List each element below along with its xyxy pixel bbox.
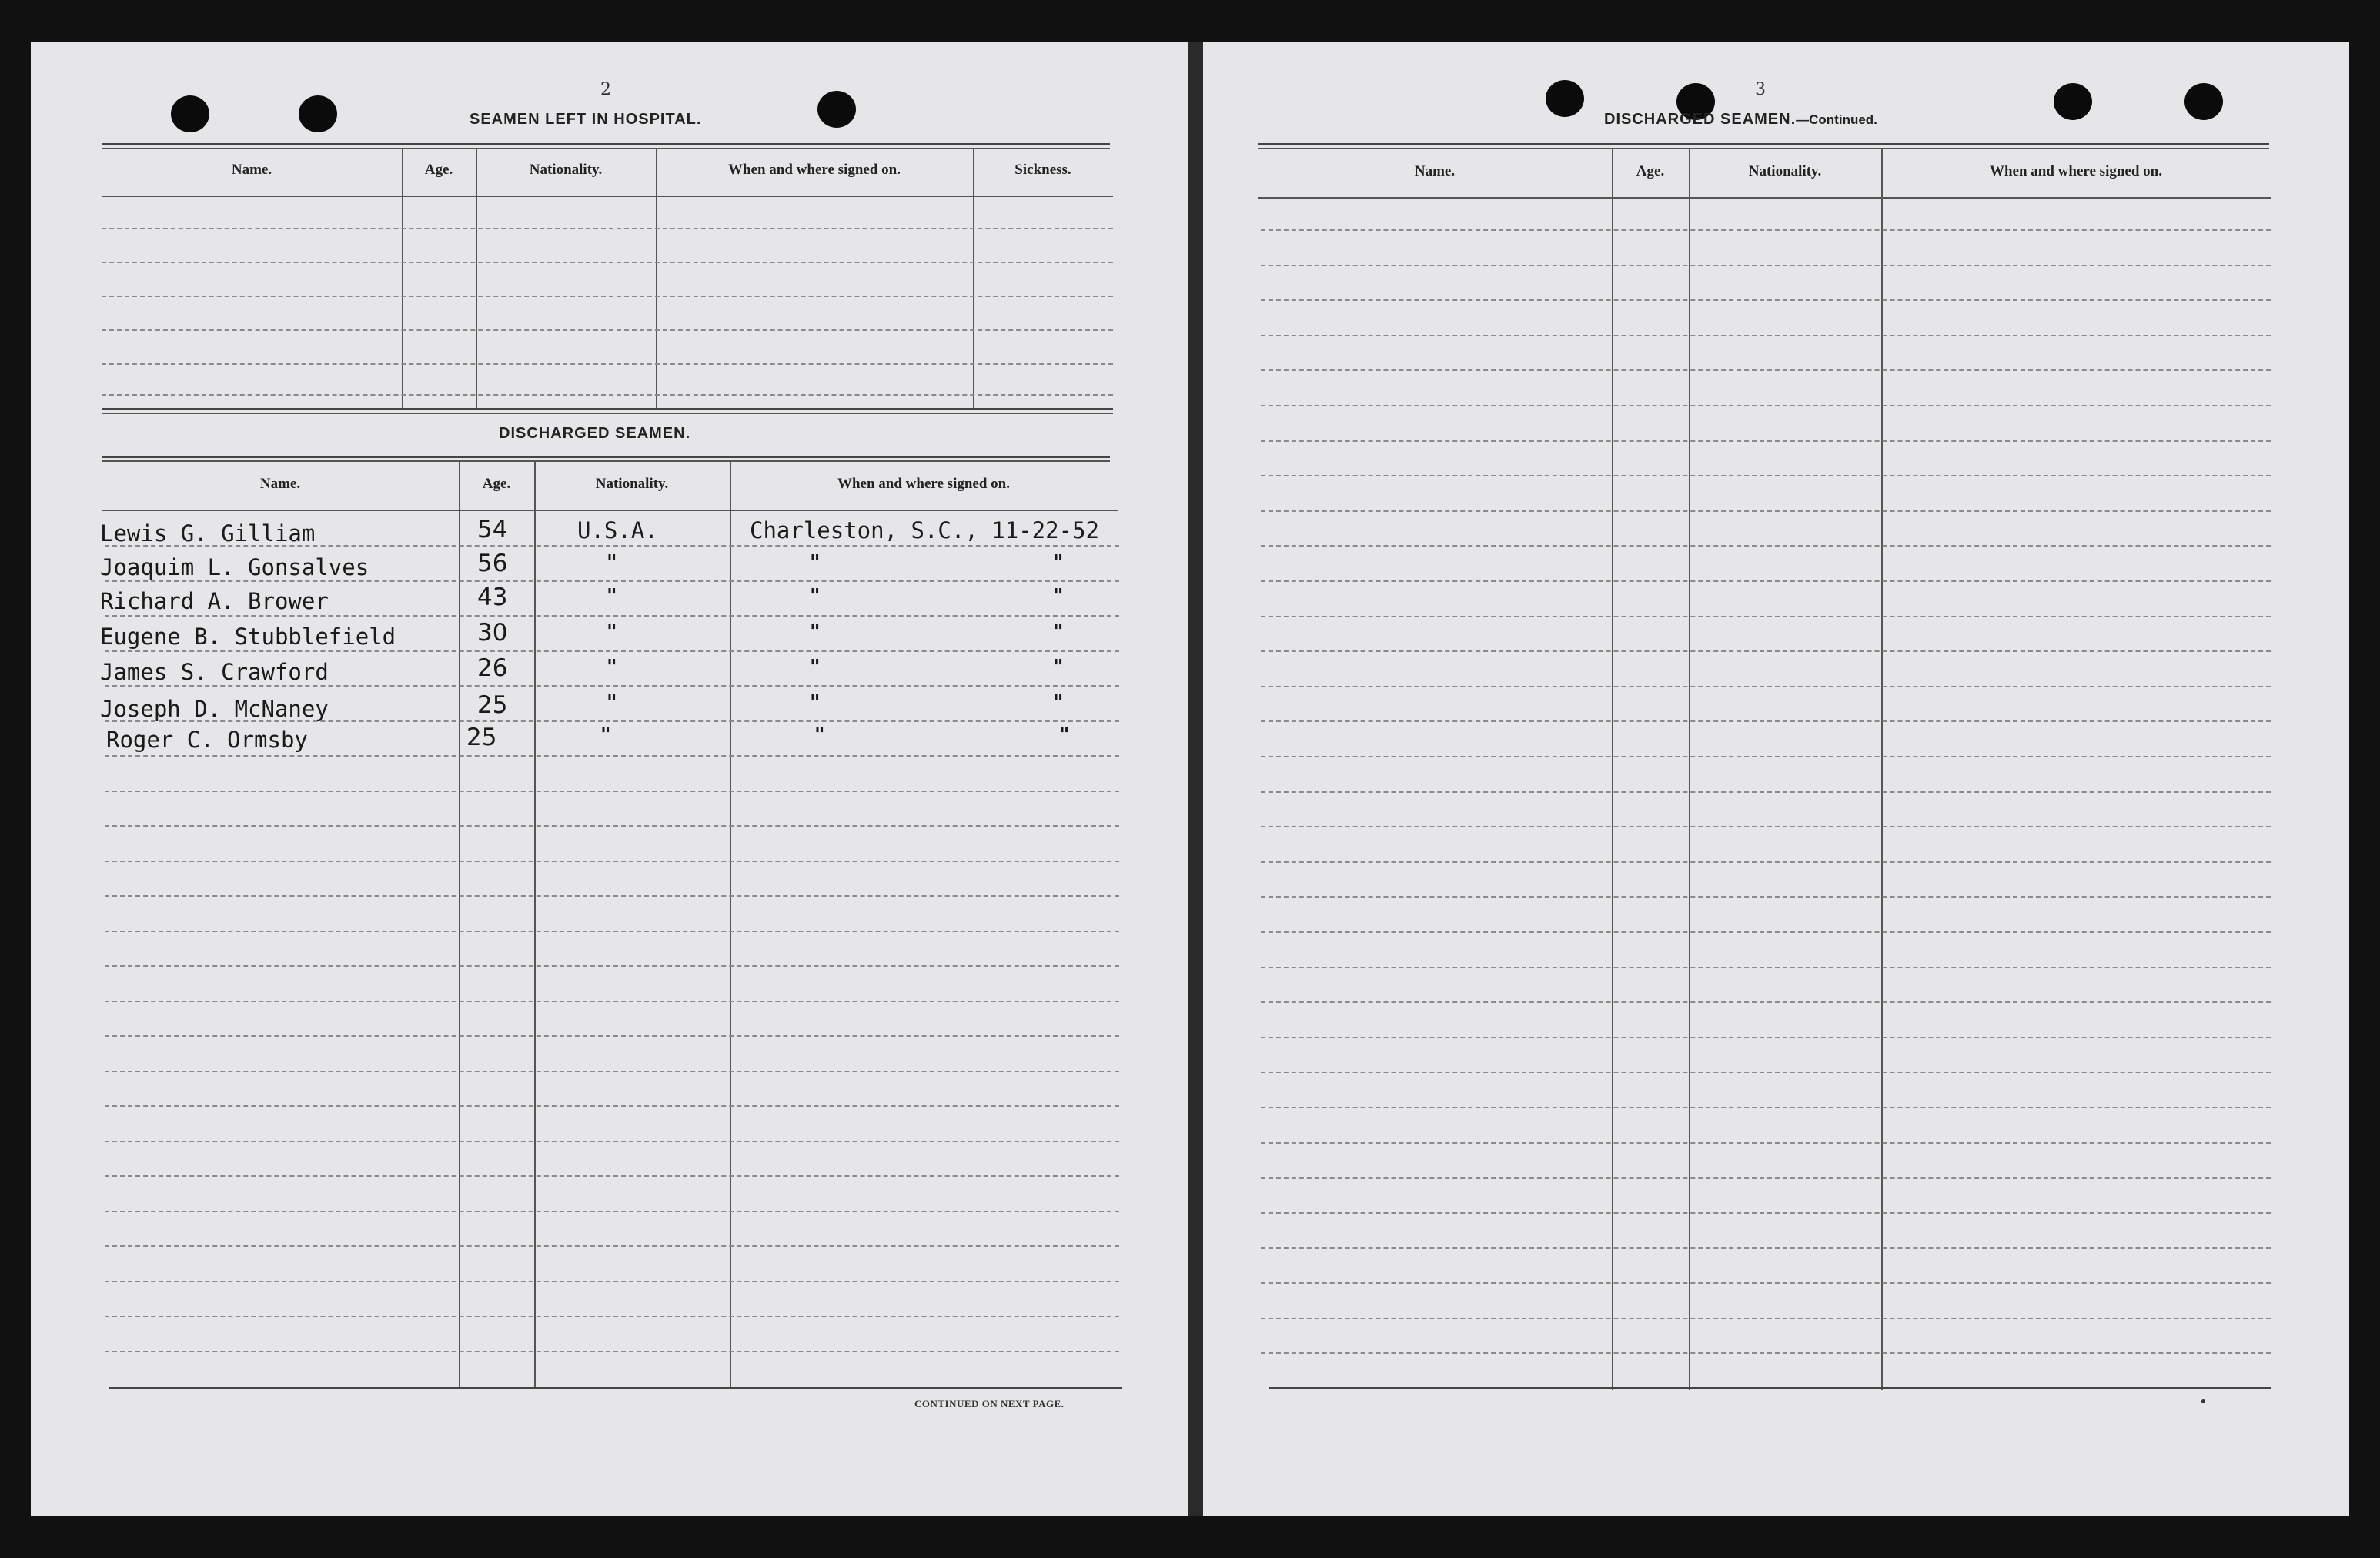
title-text: DISCHARGED SEAMEN. — [1604, 111, 1797, 128]
ruled-line — [1261, 931, 2271, 933]
ruled-line — [105, 1281, 1119, 1282]
ruled-line — [1261, 720, 2271, 722]
divider — [102, 196, 1113, 197]
ditto-mark: " — [810, 656, 821, 679]
ruled-line — [1261, 1212, 2271, 1214]
ruled-line — [105, 965, 1119, 967]
ruled-line — [102, 262, 1113, 263]
divider — [102, 408, 1113, 410]
ditto-mark: " — [810, 620, 821, 644]
right-col-age: Age. — [1636, 163, 1665, 179]
seaman-name: Joseph D. McNaney — [100, 696, 329, 722]
punch-hole — [299, 95, 337, 132]
ruled-line — [1261, 861, 2271, 863]
divider — [102, 413, 1113, 414]
ditto-mark: " — [810, 691, 821, 714]
seaman-signed-on: Charleston, S.C., 11-22-52 — [750, 517, 1099, 543]
ditto-mark: " — [607, 691, 617, 714]
punch-hole — [171, 95, 209, 132]
column-rule — [656, 148, 657, 410]
ruled-line — [1261, 1352, 2271, 1354]
page-number: 2 — [600, 80, 611, 99]
right-page — [1203, 42, 2349, 1516]
ruled-line — [105, 861, 1119, 862]
seaman-age: 25 — [466, 724, 497, 751]
ruled-line — [1261, 369, 2271, 371]
ruled-line — [105, 1316, 1119, 1317]
ruled-line — [102, 329, 1113, 331]
ruled-line — [102, 363, 1113, 365]
ruled-line — [1261, 616, 2271, 617]
divider — [102, 148, 1110, 149]
ruled-line — [105, 685, 1119, 687]
ruled-line — [105, 650, 1119, 652]
seaman-name: Joaquim L. Gonsalves — [100, 554, 369, 580]
ruled-line — [1261, 475, 2271, 476]
ditto-mark: " — [600, 724, 611, 747]
divider — [102, 143, 1110, 145]
ruled-line — [105, 1035, 1119, 1037]
binding-gutter — [1188, 42, 1203, 1516]
ruled-line — [105, 1105, 1119, 1107]
ruled-line — [1261, 1107, 2271, 1108]
ruled-line — [1261, 510, 2271, 512]
hospital-col-sickness: Sickness. — [1015, 162, 1071, 178]
ruled-line — [105, 895, 1119, 897]
ruled-line — [102, 394, 1113, 396]
ruled-line — [105, 825, 1119, 827]
seaman-name: Richard A. Brower — [100, 588, 329, 614]
ink-dot — [2201, 1399, 2205, 1403]
hospital-col-signed-on: When and where signed on. — [727, 162, 901, 178]
discharged-col-signed-on: When and where signed on. — [837, 476, 1010, 492]
hospital-col-age: Age. — [424, 162, 453, 178]
ruled-line — [1261, 826, 2271, 827]
ruled-line — [1261, 335, 2271, 336]
ditto-mark: " — [1053, 585, 1064, 608]
ruled-line — [1261, 1177, 2271, 1179]
ditto-mark: " — [1053, 691, 1064, 714]
ruled-line — [1261, 1072, 2271, 1073]
hospital-section-title: SEAMEN LEFT IN HOSPITAL. — [470, 111, 702, 128]
hospital-col-name: Name. — [231, 162, 272, 178]
page-number: 3 — [1755, 80, 1766, 99]
ruled-line — [1261, 1001, 2271, 1003]
ditto-mark: " — [607, 620, 617, 644]
ruled-line — [1261, 580, 2271, 582]
ruled-line — [1261, 650, 2271, 652]
ruled-line — [1261, 791, 2271, 793]
divider — [102, 460, 1110, 462]
punch-hole — [817, 91, 856, 128]
ruled-line — [1261, 756, 2271, 757]
column-rule — [534, 460, 536, 1389]
punch-hole — [2184, 83, 2223, 120]
ruled-line — [1261, 1037, 2271, 1038]
ruled-line — [1261, 229, 2271, 231]
ditto-mark: " — [607, 585, 617, 608]
ruled-line — [1261, 299, 2271, 301]
right-col-nationality: Nationality. — [1748, 163, 1822, 179]
divider — [1258, 143, 2269, 145]
ditto-mark: " — [1053, 620, 1064, 644]
ruled-line — [105, 791, 1119, 792]
ditto-mark: " — [1053, 551, 1064, 574]
ruled-line — [105, 1351, 1119, 1352]
seaman-name: Lewis G. Gilliam — [100, 520, 316, 547]
divider — [109, 1387, 1122, 1389]
discharged-col-age: Age. — [482, 476, 511, 492]
discharged-col-nationality: Nationality. — [595, 476, 669, 492]
ruled-line — [1261, 1247, 2271, 1249]
column-rule — [973, 148, 974, 410]
column-rule — [459, 460, 460, 1389]
punch-hole — [1546, 80, 1584, 117]
ruled-line — [105, 1001, 1119, 1002]
seaman-age: 43 — [477, 583, 508, 611]
discharged-col-name: Name. — [259, 476, 301, 492]
right-col-signed-on: When and where signed on. — [1989, 163, 2162, 179]
ruled-line — [1261, 686, 2271, 687]
ruled-line — [1261, 545, 2271, 547]
ruled-line — [105, 615, 1119, 617]
ditto-mark: " — [1053, 656, 1064, 679]
seaman-age: 30 — [477, 619, 508, 647]
seaman-age: 26 — [477, 654, 508, 682]
divider — [1258, 197, 2271, 199]
hospital-col-nationality: Nationality. — [529, 162, 603, 178]
ruled-line — [105, 755, 1119, 757]
ruled-line — [1261, 896, 2271, 898]
ruled-line — [1261, 440, 2271, 442]
ruled-line — [105, 931, 1119, 932]
ruled-line — [1261, 1318, 2271, 1319]
seaman-name: Eugene B. Stubblefield — [100, 624, 396, 650]
seaman-age: 25 — [477, 691, 508, 719]
seaman-age: 56 — [477, 550, 508, 577]
ditto-mark: " — [1059, 724, 1070, 747]
column-rule — [476, 148, 477, 410]
ruled-line — [1261, 967, 2271, 968]
title-suffix: —Continued. — [1796, 112, 1877, 127]
column-rule — [402, 148, 403, 410]
ditto-mark: " — [607, 656, 617, 679]
ruled-line — [105, 1245, 1119, 1247]
punch-hole — [2054, 83, 2092, 120]
right-col-name: Name. — [1414, 163, 1456, 179]
ruled-line — [1261, 265, 2271, 266]
continued-note: CONTINUED ON NEXT PAGE. — [914, 1398, 1065, 1409]
ruled-line — [1261, 1142, 2271, 1144]
seaman-nationality: U.S.A. — [577, 517, 658, 543]
ruled-line — [105, 1211, 1119, 1212]
column-rule — [730, 460, 731, 1389]
ruled-line — [1261, 405, 2271, 406]
ruled-line — [105, 1071, 1119, 1072]
discharged-section-title: DISCHARGED SEAMEN. — [499, 425, 691, 442]
divider — [1269, 1387, 2271, 1389]
seaman-age: 54 — [477, 516, 508, 543]
ditto-mark: " — [810, 585, 821, 608]
ruled-line — [105, 1175, 1119, 1177]
ditto-mark: " — [607, 551, 617, 574]
discharged-continued-title — [1604, 111, 1877, 129]
seaman-name: James S. Crawford — [100, 659, 329, 685]
divider — [1258, 148, 2269, 149]
ruled-line — [102, 296, 1113, 297]
seaman-name: Roger C. Ormsby — [106, 727, 308, 753]
ruled-line — [1261, 1282, 2271, 1284]
ruled-line — [105, 1141, 1119, 1142]
ditto-mark: " — [810, 551, 821, 574]
ruled-line — [102, 228, 1113, 229]
ditto-mark: " — [814, 724, 825, 747]
divider — [102, 510, 1118, 511]
divider — [102, 456, 1110, 458]
